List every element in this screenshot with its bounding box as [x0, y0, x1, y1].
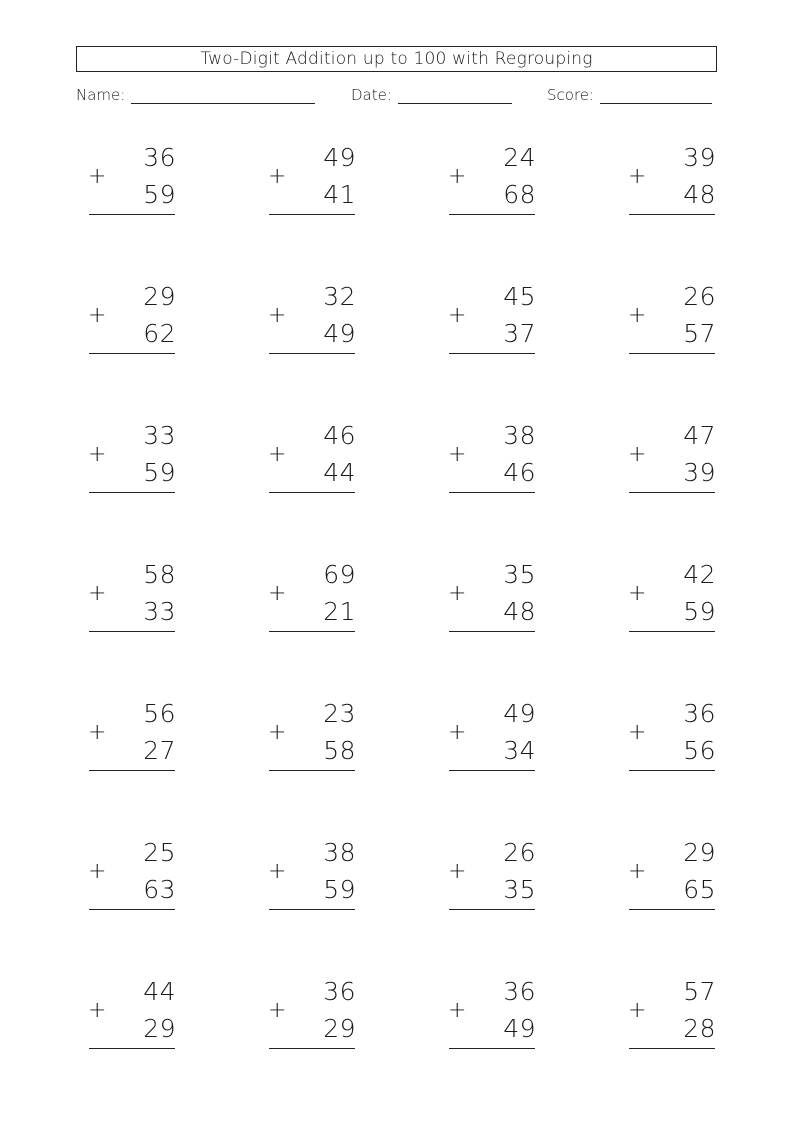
- addition-problem: [268, 421, 358, 501]
- top-addend: 29: [143, 282, 176, 311]
- top-addend: 38: [323, 838, 356, 867]
- top-addend: 38: [503, 421, 536, 450]
- answer-line[interactable]: [89, 909, 175, 910]
- bottom-addend: 41: [323, 180, 356, 209]
- bottom-addend: 27: [143, 736, 176, 765]
- bottom-addend: 57: [683, 319, 716, 348]
- answer-line[interactable]: [89, 770, 175, 771]
- plus-sign: +: [448, 859, 467, 884]
- addition-problem: [628, 699, 718, 779]
- addition-problem: [448, 143, 538, 223]
- answer-line[interactable]: [449, 631, 535, 632]
- bottom-addend: 29: [143, 1014, 176, 1043]
- answer-line[interactable]: [629, 909, 715, 910]
- answer-line[interactable]: [629, 770, 715, 771]
- answer-line[interactable]: [269, 770, 355, 771]
- addition-problem: [628, 977, 718, 1057]
- date-label: Date:: [351, 86, 392, 104]
- top-addend: 23: [323, 699, 356, 728]
- bottom-addend: 29: [323, 1014, 356, 1043]
- top-addend: 58: [143, 560, 176, 589]
- plus-sign: +: [268, 720, 287, 745]
- top-addend: 46: [323, 421, 356, 450]
- top-addend: 39: [683, 143, 716, 172]
- bottom-addend: 48: [683, 180, 716, 209]
- addition-problem: [88, 560, 178, 640]
- name-label: Name:: [76, 86, 126, 104]
- plus-sign: +: [628, 720, 647, 745]
- answer-line[interactable]: [629, 492, 715, 493]
- bottom-addend: 49: [503, 1014, 536, 1043]
- top-addend: 56: [143, 699, 176, 728]
- top-addend: 49: [503, 699, 536, 728]
- top-addend: 49: [323, 143, 356, 172]
- answer-line[interactable]: [269, 214, 355, 215]
- plus-sign: +: [268, 998, 287, 1023]
- addition-problem: [268, 977, 358, 1057]
- top-addend: 36: [323, 977, 356, 1006]
- plus-sign: +: [268, 581, 287, 606]
- answer-line[interactable]: [89, 214, 175, 215]
- top-addend: 33: [143, 421, 176, 450]
- top-addend: 26: [683, 282, 716, 311]
- top-addend: 35: [503, 560, 536, 589]
- addition-problem: [628, 421, 718, 501]
- top-addend: 57: [683, 977, 716, 1006]
- addition-problem: [448, 560, 538, 640]
- bottom-addend: 59: [323, 875, 356, 904]
- answer-line[interactable]: [629, 631, 715, 632]
- bottom-addend: 63: [143, 875, 176, 904]
- bottom-addend: 58: [323, 736, 356, 765]
- bottom-addend: 49: [323, 319, 356, 348]
- plus-sign: +: [268, 303, 287, 328]
- answer-line[interactable]: [449, 492, 535, 493]
- bottom-addend: 21: [323, 597, 356, 626]
- top-addend: 36: [503, 977, 536, 1006]
- bottom-addend: 59: [683, 597, 716, 626]
- bottom-addend: 33: [143, 597, 176, 626]
- answer-line[interactable]: [89, 1048, 175, 1049]
- plus-sign: +: [268, 859, 287, 884]
- top-addend: 44: [143, 977, 176, 1006]
- bottom-addend: 34: [503, 736, 536, 765]
- addition-problem: [628, 838, 718, 918]
- plus-sign: +: [628, 859, 647, 884]
- plus-sign: +: [628, 164, 647, 189]
- addition-problem: [448, 699, 538, 779]
- top-addend: 32: [323, 282, 356, 311]
- bottom-addend: 59: [143, 458, 176, 487]
- bottom-addend: 39: [683, 458, 716, 487]
- top-addend: 26: [503, 838, 536, 867]
- addition-problem: [448, 421, 538, 501]
- bottom-addend: 48: [503, 597, 536, 626]
- plus-sign: +: [448, 998, 467, 1023]
- answer-line[interactable]: [89, 631, 175, 632]
- plus-sign: +: [448, 303, 467, 328]
- addition-problem: [88, 421, 178, 501]
- plus-sign: +: [88, 442, 107, 467]
- bottom-addend: 44: [323, 458, 356, 487]
- plus-sign: +: [628, 581, 647, 606]
- answer-line[interactable]: [629, 353, 715, 354]
- top-addend: 69: [323, 560, 356, 589]
- bottom-addend: 37: [503, 319, 536, 348]
- addition-problem: [268, 838, 358, 918]
- score-label: Score:: [547, 86, 595, 104]
- plus-sign: +: [628, 303, 647, 328]
- bottom-addend: 59: [143, 180, 176, 209]
- addition-problem: [268, 699, 358, 779]
- top-addend: 45: [503, 282, 536, 311]
- plus-sign: +: [88, 164, 107, 189]
- answer-line[interactable]: [89, 353, 175, 354]
- answer-line[interactable]: [449, 353, 535, 354]
- bottom-addend: 65: [683, 875, 716, 904]
- answer-line[interactable]: [629, 1048, 715, 1049]
- addition-problem: [88, 977, 178, 1057]
- top-addend: 42: [683, 560, 716, 589]
- answer-line[interactable]: [269, 1048, 355, 1049]
- top-addend: 47: [683, 421, 716, 450]
- plus-sign: +: [448, 720, 467, 745]
- addition-problem: [628, 282, 718, 362]
- plus-sign: +: [88, 859, 107, 884]
- plus-sign: +: [448, 581, 467, 606]
- answer-line[interactable]: [269, 631, 355, 632]
- answer-line[interactable]: [269, 909, 355, 910]
- answer-line[interactable]: [449, 214, 535, 215]
- worksheet-title-text: Two-Digit Addition up to 100 with Regrouping: [200, 49, 593, 69]
- plus-sign: +: [628, 998, 647, 1023]
- plus-sign: +: [628, 442, 647, 467]
- top-addend: 36: [683, 699, 716, 728]
- bottom-addend: 68: [503, 180, 536, 209]
- plus-sign: +: [448, 442, 467, 467]
- bottom-addend: 56: [683, 736, 716, 765]
- top-addend: 36: [143, 143, 176, 172]
- bottom-addend: 28: [683, 1014, 716, 1043]
- bottom-addend: 62: [143, 319, 176, 348]
- addition-problem: [628, 143, 718, 223]
- answer-line[interactable]: [449, 770, 535, 771]
- addition-problem: [628, 560, 718, 640]
- plus-sign: +: [88, 998, 107, 1023]
- addition-problem: [268, 282, 358, 362]
- top-addend: 24: [503, 143, 536, 172]
- addition-problem: [448, 838, 538, 918]
- addition-problem: [448, 282, 538, 362]
- addition-problem: [268, 143, 358, 223]
- top-addend: 29: [683, 838, 716, 867]
- plus-sign: +: [88, 303, 107, 328]
- addition-problem: [88, 838, 178, 918]
- bottom-addend: 46: [503, 458, 536, 487]
- plus-sign: +: [268, 164, 287, 189]
- answer-line[interactable]: [449, 909, 535, 910]
- answer-line[interactable]: [89, 492, 175, 493]
- answer-line[interactable]: [269, 492, 355, 493]
- top-addend: 25: [143, 838, 176, 867]
- plus-sign: +: [448, 164, 467, 189]
- answer-line[interactable]: [449, 1048, 535, 1049]
- addition-problem: [268, 560, 358, 640]
- bottom-addend: 35: [503, 875, 536, 904]
- addition-problem: [88, 143, 178, 223]
- addition-problem: [88, 282, 178, 362]
- answer-line[interactable]: [629, 214, 715, 215]
- plus-sign: +: [88, 581, 107, 606]
- plus-sign: +: [88, 720, 107, 745]
- addition-problem: [448, 977, 538, 1057]
- addition-problem: [88, 699, 178, 779]
- plus-sign: +: [268, 442, 287, 467]
- answer-line[interactable]: [269, 353, 355, 354]
